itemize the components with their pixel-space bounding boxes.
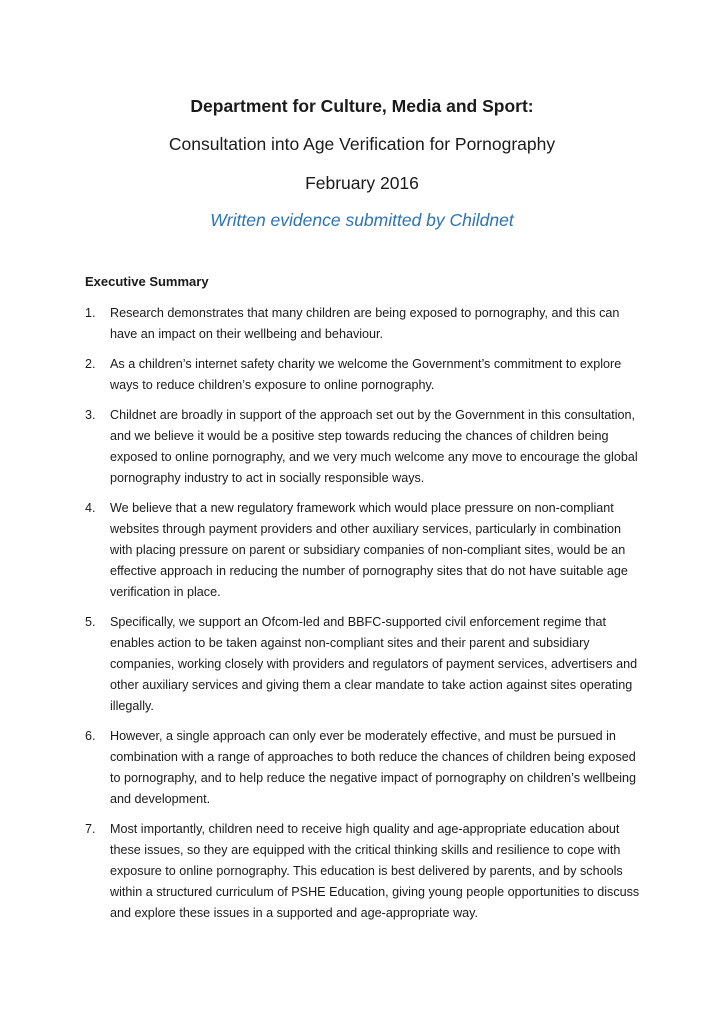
item-number: 4.: [85, 501, 96, 515]
item-text: Research demonstrates that many children are being exposed to pornography, and this can have an impact on their wellbeing and behaviour.: [110, 306, 620, 341]
list-item: [85, 612, 645, 717]
executive-summary-heading: Executive Summary: [85, 274, 209, 289]
item-text: As a children’s internet safety charity we welcome the Government’s commitment to explore ways to reduce children’s exposure to online pornography.: [110, 357, 622, 392]
item-number: 5.: [85, 615, 96, 629]
list-item: [85, 303, 645, 345]
item-number: 3.: [85, 408, 96, 422]
item-text: We believe that a new regulatory framework which would place pressure on non-compliant websites through payment providers and other auxiliary services, particularly in combination with placing pressure on parent or subsidiary companies of non-compliant sites, would be an effective approach in reducing the number of pornography sites that do not have suitable age verification in place.: [110, 501, 628, 599]
consultation-title: Consultation into Age Verification for Pornography: [168, 134, 556, 154]
item-number: 2.: [85, 357, 96, 371]
document-date: February 2016: [305, 173, 419, 193]
item-number: 7.: [85, 822, 96, 836]
list-item: [85, 819, 645, 924]
item-text: Most importantly, children need to receive high quality and age-appropriate education about these issues, so they are equipped with the critical thinking skills and resilience to cope with exposure to online pornography. This education is best delivered by parents, and by schools within a structured curriculum of PSHE Education, giving young people opportunities to discuss and explore these issues in a supported and age-appropriate way.: [110, 822, 640, 920]
department-title: Department for Culture, Media and Sport:: [190, 96, 534, 116]
submission-subtitle: Written evidence submitted by Childnet: [210, 210, 514, 230]
item-text: Specifically, we support an Ofcom-led and BBFC-supported civil enforcement regime that enables action to be taken against non-compliant sites and their parent and subsidiary companies, working closely with providers and regulators of payment services, advertisers and other auxiliary services and giving them a clear mandate to take action against sites operating illegally.: [110, 615, 638, 713]
item-text: However, a single approach can only ever be moderately effective, and must be pursued in combination with a range of approaches to both reduce the chances of children being exposed to pornography, and to help reduce the negative impact of pornography on children’s wellbeing and development.: [110, 729, 637, 806]
list-item: [85, 726, 645, 810]
item-text: Childnet are broadly in support of the approach set out by the Government in this consultation, and we believe it would be a positive step towards reducing the chances of children being exposed to online pornography, and we very much welcome any move to encourage the global pornography industry to act in socially responsible ways.: [110, 408, 638, 485]
item-number: 6.: [85, 729, 96, 743]
executive-summary-list: [85, 303, 645, 933]
list-item: [85, 405, 645, 489]
list-item: [85, 354, 645, 396]
item-number: 1.: [85, 306, 96, 320]
list-item: [85, 498, 645, 603]
